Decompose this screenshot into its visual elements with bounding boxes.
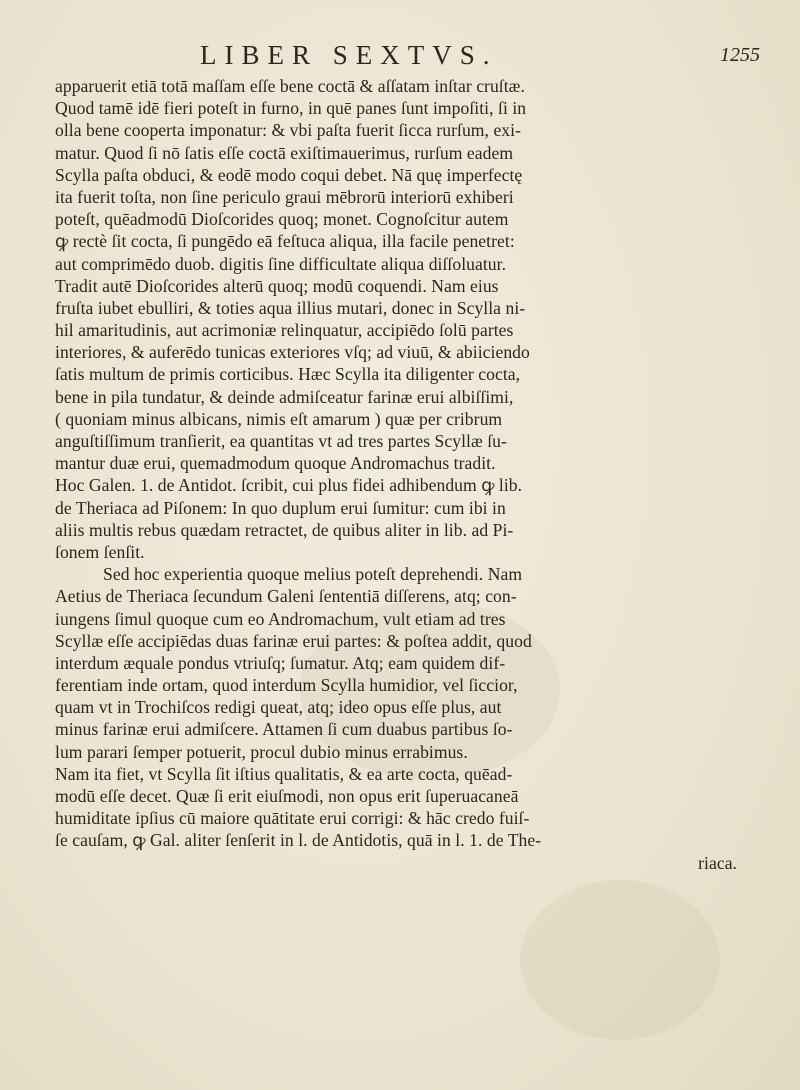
text-line: modū eſſe decet. Quæ ſi erit eiuſmodi, non opus erit ſuperuacaneā [55, 786, 519, 806]
body-text [55, 75, 745, 874]
text-line: Nam ita fiet, vt Scylla ſit iſtius qualitatis, & ea arte cocta, quēad- [55, 763, 513, 784]
text-line: ita fuerit toſta, non ſine periculo graui mēbrorū interiorū exhiberi [55, 186, 514, 207]
text-line: minus farinæ erui admiſcere. Attamen ſi cum duabus partibus ſo- [55, 719, 513, 740]
text-line: fruſta iubet ebulliri, & toties aqua illius mutari, donec in Scylla ni- [55, 297, 526, 318]
text-line: apparuerit etiā totā maſſam eſſe bene coctā & aſſatam inſtar cruſtæ. [55, 76, 525, 96]
text-line: aliis multis rebus quædam retractet, de quibus aliter in lib. ad Pi- [55, 519, 514, 540]
text-line: Tradit autē Dioſcorides alterū quoq; modū coquendi. Nam eius [55, 275, 499, 296]
text-line: ꝙ rectè ſit cocta, ſi pungēdo eā feſtuca aliqua, illa facile penetret: [55, 231, 515, 252]
text-line: Scyllæ eſſe accipiēdas duas farinæ erui partes: & poſtea addit, quod [55, 630, 532, 651]
text-line: ſatis multum de primis corticibus. Hæc Scylla ita diligenter cocta, [55, 364, 521, 385]
text-line: hil amaritudinis, aut acrimoniæ relinquatur, accipiēdo ſolū partes [55, 320, 514, 341]
running-title: LIBER SEXTVS. [200, 40, 498, 70]
text-line: Hoc Galen. 1. de Antidot. ſcribit, cui plus fidei adhibendum ꝙ lib. [55, 475, 523, 496]
text-line: ferentiam inde ortam, quod interdum Scylla humidior, vel ſiccior, [55, 675, 518, 696]
catchword: riaca. [698, 852, 737, 873]
text-line: Quod tamē idē fieri poteſt in furno, in quē panes ſunt impoſiti, ſi in [55, 98, 527, 119]
text-line: mantur duæ erui, quemadmodum quoque Andromachus tradit. [55, 453, 496, 474]
text-line: bene in pila tundatur, & deinde admiſceatur farinæ erui albiſſimi, [55, 386, 514, 407]
text-line: matur. Quod ſi nō ſatis eſſe coctā exiſtimauerimus, rurſum eadem [55, 142, 514, 163]
paper-stain [520, 880, 720, 1040]
text-line: Sed hoc experientia quoque melius poteſt deprehendi. Nam [103, 564, 523, 585]
text-line: Aetius de Theriaca ſecundum Galeni ſententiā diſſerens, atq; con- [55, 586, 517, 607]
text-line: ſe cauſam, ꝙ Gal. aliter ſenſerit in l. de Antidotis, quā in l. 1. de The- [55, 830, 542, 851]
text-line: interdum æquale pondus vtriuſq; ſumatur. Atq; eam quidem dif- [55, 652, 506, 673]
text-line: iungens ſimul quoque cum eo Andromachum, vult etiam ad tres [55, 608, 506, 629]
page-header [60, 40, 760, 72]
text-line: poteſt, quēadmodū Dioſcorides quoq; monet. Cognoſcitur autem [55, 209, 509, 230]
text-line: de Theriaca ad Piſonem: In quo duplum erui ſumitur: cum ibi in [55, 497, 506, 518]
text-line: lum parari ſemper potuerit, procul dubio minus errabimus. [55, 741, 468, 762]
text-line: olla bene cooperta imponatur: & vbi paſta fuerit ſicca rurſum, exi- [55, 120, 521, 141]
text-line: anguſtiſſimum tranſierit, ea quantitas vt ad tres partes Scyllæ ſu- [55, 431, 507, 451]
text-line: ſonem ſenſit. [55, 541, 145, 562]
text-line: interiores, & auferēdo tunicas exteriores vſq; ad viuū, & abiiciendo [55, 342, 530, 363]
page-number: 1255 [720, 44, 760, 66]
text-line: Scylla paſta obduci, & eodē modo coqui debet. Nā quę imperfectę [55, 164, 523, 185]
text-line: quam vt in Trochiſcos redigi queat, atq; ideo opus eſſe plus, aut [55, 697, 502, 718]
text-line: humiditate ipſius cū maiore quātitate erui corrigi: & hāc credo fuiſ- [55, 808, 530, 829]
text-line: aut comprimēdo duob. digitis ſine difficultate aliqua diſſoluatur. [55, 253, 507, 274]
text-line: ( quoniam minus albicans, nimis eſt amarum ) quæ per cribrum [55, 408, 503, 429]
